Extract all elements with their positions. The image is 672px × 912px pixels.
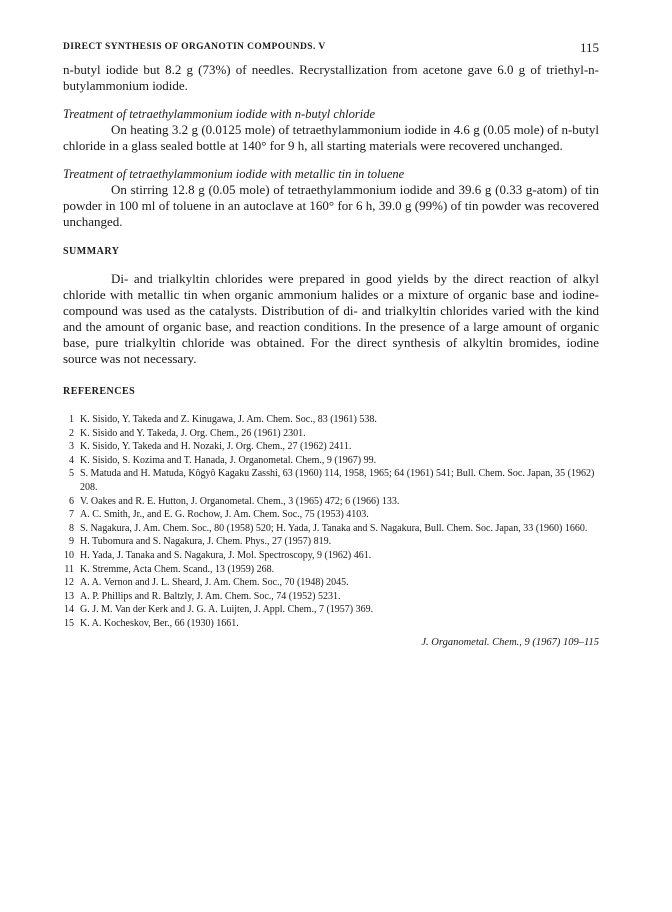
reference-text: K. Sisido, Y. Takeda and H. Nozaki, J. Org. Chem., 27 (1962) 2411. bbox=[80, 441, 352, 453]
reference-number: 10 bbox=[64, 549, 74, 561]
reference-item bbox=[63, 495, 599, 509]
reference-item bbox=[63, 467, 599, 494]
reference-item bbox=[63, 413, 599, 427]
reference-number: 11 bbox=[64, 563, 74, 575]
paper-page bbox=[63, 40, 599, 648]
reference-item bbox=[63, 617, 599, 631]
reference-item bbox=[63, 590, 599, 604]
reference-text: H. Yada, J. Tanaka and S. Nagakura, J. Mol. Spectroscopy, 9 (1962) 461. bbox=[80, 549, 372, 561]
experiment-paragraph-1: On heating 3.2 g (0.0125 mole) of tetraethylammonium iodide in 4.6 g (0.05 mole) of n-butyl chloride in a glass sealed bottle at 140° for 9 h, all starting materials were recovered unchanged. bbox=[63, 122, 599, 153]
reference-item bbox=[63, 603, 599, 617]
reference-text: A. A. Vernon and J. L. Sheard, J. Am. Chem. Soc., 70 (1948) 2045. bbox=[80, 577, 349, 589]
reference-item bbox=[63, 522, 599, 536]
reference-number: 5 bbox=[69, 468, 74, 480]
reference-text: K. Sisido, S. Kozima and T. Hanada, J. Organometal. Chem., 9 (1967) 99. bbox=[80, 454, 377, 466]
reference-text: S. Matuda and H. Matuda, Kôgyô Kagaku Zasshi, 63 (1960) 114, 1958, 1965; 64 (1961) 541; Bull. Chem. Soc. Japan, 35 (1962) 208. bbox=[80, 468, 595, 493]
summary-heading: SUMMARY bbox=[63, 246, 120, 257]
reference-text: H. Tubomura and S. Nagakura, J. Chem. Phys., 27 (1957) 819. bbox=[80, 536, 332, 548]
running-title: DIRECT SYNTHESIS OF ORGANOTIN COMPOUNDS. V bbox=[63, 42, 326, 52]
reference-text: G. J. M. Van der Kerk and J. G. A. Luijten, J. Appl. Chem., 7 (1957) 369. bbox=[80, 604, 374, 616]
reference-item bbox=[63, 454, 599, 468]
reference-text: K. Sisido, Y. Takeda and Z. Kinugawa, J. Am. Chem. Soc., 83 (1961) 538. bbox=[80, 414, 377, 425]
continuation-paragraph: n-butyl iodide but 8.2 g (73%) of needles. Recrystallization from acetone gave 6.0 g of triethyl-n-butylammonium iodide. bbox=[63, 62, 599, 93]
reference-item bbox=[63, 440, 599, 454]
reference-text: K. A. Kocheskov, Ber., 66 (1930) 1661. bbox=[80, 617, 239, 629]
reference-text: A. P. Phillips and R. Baltzly, J. Am. Chem. Soc., 74 (1952) 5231. bbox=[80, 590, 341, 602]
reference-number: 3 bbox=[69, 441, 74, 453]
page-number: 115 bbox=[579, 40, 599, 55]
reference-number: 13 bbox=[64, 590, 74, 602]
reference-list bbox=[63, 413, 599, 631]
summary-section bbox=[63, 246, 599, 367]
reference-text: K. Sisido and Y. Takeda, J. Org. Chem., 26 (1961) 2301. bbox=[80, 427, 306, 439]
reference-number: 8 bbox=[69, 522, 74, 534]
journal-citation: J. Organometal. Chem., 9 (1967) 109–115 bbox=[421, 636, 599, 648]
reference-item bbox=[63, 549, 599, 563]
reference-text: S. Nagakura, J. Am. Chem. Soc., 80 (1958) 520; H. Yada, J. Tanaka and S. Nagakura, Bull. Chem. Soc. Japan, 33 (1960) 1660. bbox=[80, 522, 588, 534]
reference-number: 15 bbox=[64, 617, 74, 629]
reference-number: 2 bbox=[69, 427, 74, 439]
experiment-subheading-2: Treatment of tetraethylammonium iodide with metallic tin in toluene bbox=[63, 167, 405, 181]
reference-number: 12 bbox=[64, 577, 74, 589]
reference-item bbox=[63, 563, 599, 577]
reference-item bbox=[63, 535, 599, 549]
experiment-subheading-1: Treatment of tetraethylammonium iodide with n-butyl chloride bbox=[63, 107, 375, 121]
reference-number: 6 bbox=[69, 495, 74, 507]
reference-number: 4 bbox=[69, 454, 74, 466]
reference-item bbox=[63, 508, 599, 522]
reference-number: 1 bbox=[69, 414, 74, 425]
reference-text: A. C. Smith, Jr., and E. G. Rochow, J. Am. Chem. Soc., 75 (1953) 4103. bbox=[80, 509, 369, 521]
reference-number: 7 bbox=[69, 509, 74, 521]
experiment-paragraph-2: On stirring 12.8 g (0.05 mole) of tetraethylammonium iodide and 39.6 g (0.33 g-atom) of tin powder in 100 ml of toluene in an autoclave at 160° for 6 h, 39.0 g (99%) of tin powder was recovered unchanged. bbox=[63, 182, 599, 229]
reference-text: K. Stremme, Acta Chem. Scand., 13 (1959) 268. bbox=[80, 563, 275, 575]
references-section bbox=[63, 386, 599, 631]
reference-text: V. Oakes and R. E. Hutton, J. Organometal. Chem., 3 (1965) 472; 6 (1966) 133. bbox=[80, 495, 400, 507]
reference-number: 14 bbox=[64, 604, 74, 616]
reference-number: 9 bbox=[69, 536, 74, 548]
reference-item bbox=[63, 427, 599, 441]
reference-item bbox=[63, 576, 599, 590]
running-header bbox=[63, 40, 599, 62]
references-heading: REFERENCES bbox=[63, 386, 136, 397]
summary-text: Di- and trialkyltin chlorides were prepared in good yields by the direct reaction of alkyl chloride with metallic tin when organic ammonium halides or a mixture of organic base and iodine-compound was used as the catalysts. Distribution of di- and trialkyltin chlorides varied with the kind and the amount of organic base, and reaction conditions. In the presence of a large amount of organic base, pure trialkyltin chloride was obtained. For the direct synthesis of alkyltin bromides, iodine source was not necessary. bbox=[63, 271, 599, 366]
